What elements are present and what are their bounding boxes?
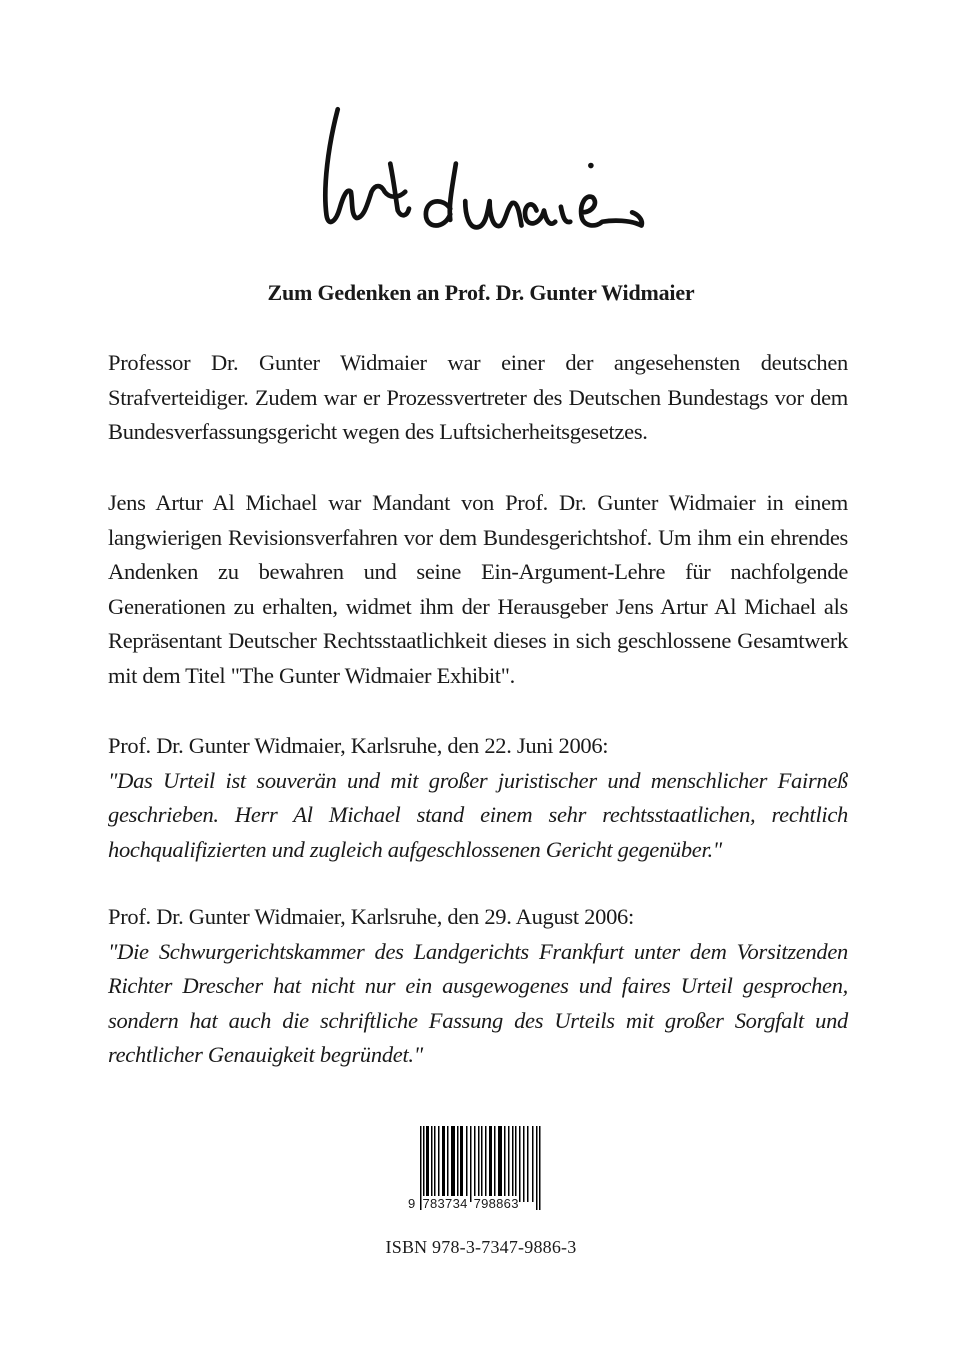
barcode-right-group: 798863 [473, 1196, 519, 1211]
barcode-first-digit: 9 [408, 1196, 416, 1211]
quote-attribution: Prof. Dr. Gunter Widmaier, Karlsruhe, den 29. August 2006: [108, 904, 634, 929]
barcode-left-group: 783734 [422, 1196, 468, 1211]
signature-image [308, 98, 660, 248]
page-title: Zum Gedenken an Prof. Dr. Gunter Widmaier [267, 280, 695, 305]
quote-text: "Die Schwurgerichtskammer des Landgerichts Frankfurt unter dem Vorsitzenden Richter Drescher hat nicht nur ein ausgewogenes und faires Urteil gesprochen, sondern hat auch die schriftliche Fassung des Urteils mit großer Sorgfalt und rechtlicher Genauigkeit begründet." [108, 938, 848, 1067]
isbn-label: ISBN 978-3-7347-9886-3 [385, 1237, 577, 1257]
dedication-paragraph: Jens Artur Al Michael war Mandant von Prof. Dr. Gunter Widmaier in einem langwierigen Revisionsverfahren vor dem Bundesgerichtshof. Um ihm ein ehrendes Andenken zu bewahren und seine Ein-Argument-Lehre für nachfolgende Generationen zu erhalten, widmet ihm der Herausgeber Jens Artur Al Michael als Repräsentant Deutscher Rechtsstaatlichkeit dieses in sich geschlossene Gesamtwerk mit dem Titel "The Gunter Widmaier Exhibit". [108, 490, 848, 688]
barcode-number [408, 1196, 558, 1211]
quote-block-2 [108, 900, 848, 1073]
quote-text: "Das Urteil ist souverän und mit großer juristischer und menschlicher Fairneß geschrieben. Herr Al Michael stand einem sehr rechtsstaatlichen, rechtlich hochqualifizierten und zugleich aufgeschlossenen Gericht gegenüber." [108, 767, 848, 862]
intro-paragraph: Professor Dr. Gunter Widmaier war einer der angesehensten deutschen Strafverteidiger. Zudem war er Prozessvertreter des Deutschen Bundestags vor dem Bundesverfassungsgericht wegen des Luftsicherheitsgesetzes. [108, 350, 848, 444]
quote-attribution: Prof. Dr. Gunter Widmaier, Karlsruhe, den 22. Juni 2006: [108, 733, 609, 758]
quote-block-1 [108, 729, 848, 867]
